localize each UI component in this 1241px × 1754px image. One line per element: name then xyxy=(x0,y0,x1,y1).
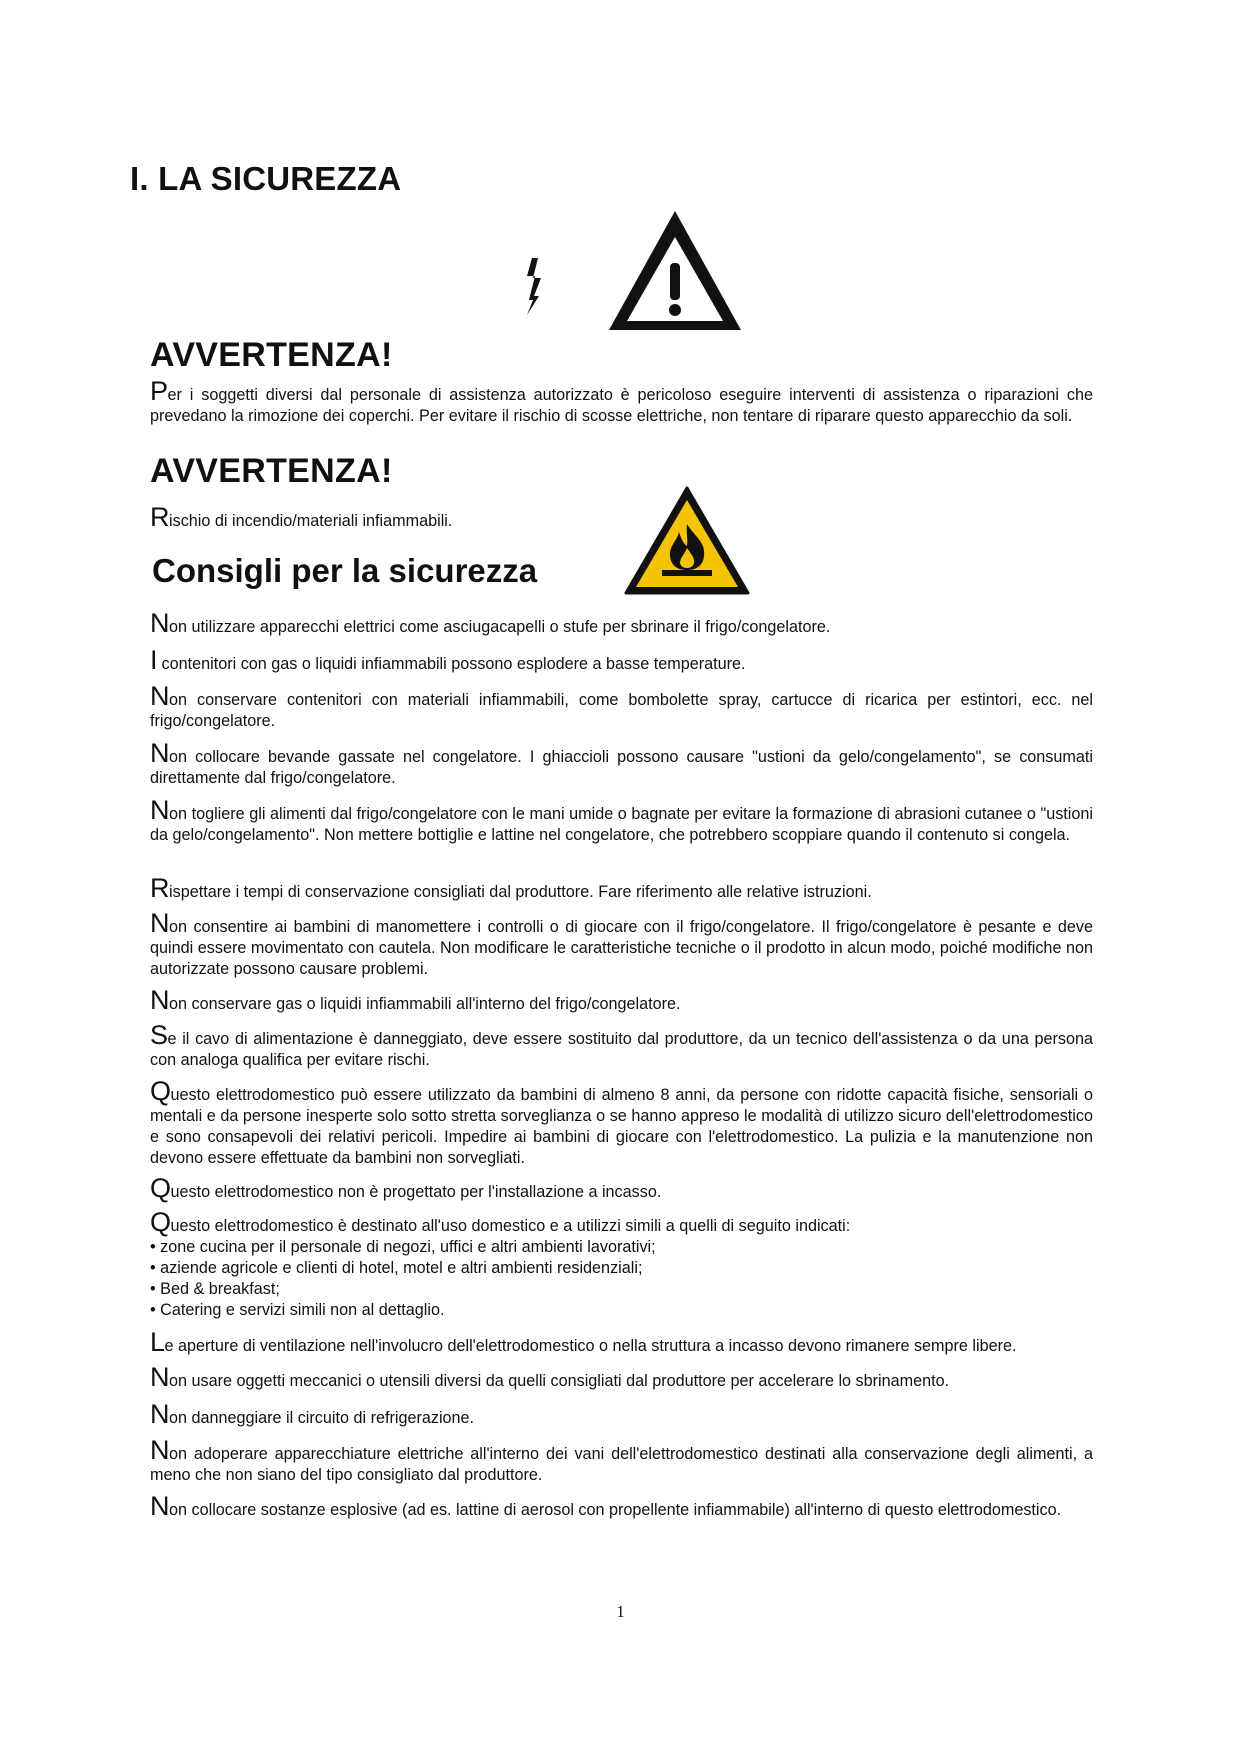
advice-item: Se il cavo di alimentazione è danneggiato, deve essere sostituito dal produttore, da un tecnico dell'assistenza o da una persona con analoga qualifica per evitare rischi. xyxy=(150,1020,1093,1069)
page-number: 1 xyxy=(616,1602,625,1621)
general-warning-icon xyxy=(609,211,741,330)
advice-item: Questo elettrodomestico è destinato all'uso domestico e a utilizzi simili a quelli di seguito indicati: xyxy=(150,1207,851,1237)
lightning-bolt-icon xyxy=(527,258,541,315)
warning-symbols xyxy=(505,208,755,338)
advice-item: Non utilizzare apparecchi elettrici come asciugacapelli o stufe per sbrinare il frigo/congelatore. xyxy=(150,608,831,638)
advice-item: Questo elettrodomestico non è progettato per l'installazione a incasso. xyxy=(150,1173,662,1203)
advice-item: Non adoperare apparecchiature elettriche all'interno dei vani dell'elettrodomestico destinati alla conservazione degli alimenti, a meno che non siano del tipo consigliato dal produttore. xyxy=(150,1435,1093,1484)
usage-list-item: • aziende agricole e clienti di hotel, motel e altri ambienti residenziali; xyxy=(150,1259,643,1277)
advice-item: I contenitori con gas o liquidi infiammabili possono esplodere a basse temperature. xyxy=(150,645,746,675)
advice-item: Non togliere gli alimenti dal frigo/congelatore con le mani umide o bagnate per evitare la formazione di abrasioni cutanee o "ustioni da gelo/congelamento". Non mettere bottiglie e lattine nel congelatore, che potrebbero scoppiare quando il contenuto si congela. xyxy=(150,795,1093,844)
flammable-warning-icon xyxy=(624,486,750,596)
advice-item: Non collocare bevande gassate nel congelatore. I ghiaccioli possono causare "ustioni da gelo/congelamento", se consumati direttamente dal frigo/congelatore. xyxy=(150,738,1093,787)
warning-text-2: Rischio di incendio/materiali infiammabili. xyxy=(150,502,453,532)
usage-list-item: • zone cucina per il personale di negozi, uffici e altri ambienti lavorativi; xyxy=(150,1238,656,1256)
warning-heading-2: AVVERTENZA! xyxy=(150,452,393,490)
advice-item: Non conservare contenitori con materiali infiammabili, come bombolette spray, cartucce di ricarica per estintori, ecc. nel frigo/congelatore. xyxy=(150,681,1093,730)
warning-text-1: Per i soggetti diversi dal personale di assistenza autorizzato è pericoloso eseguire interventi di assistenza o riparazioni che prevedano la rimozione dei coperchi. Per evitare il rischio di scosse elettriche, non tentare di riparare questo apparecchio da soli. xyxy=(150,376,1093,425)
advice-item: Non usare oggetti meccanici o utensili diversi da quelli consigliati dal produttore per accelerare lo sbrinamento. xyxy=(150,1362,950,1392)
advice-item: Non consentire ai bambini di manomettere i controlli o di giocare con il frigo/congelatore. Il frigo/congelatore è pesante e deve quindi essere movimentato con cautela. Non modificare le caratteristiche tecniche o il prodotto in alcun modo, poiché modifiche non autorizzate possono causare problemi. xyxy=(150,908,1093,978)
usage-list-item: • Catering e servizi simili non al dettaglio. xyxy=(150,1301,445,1319)
safety-advice-heading: Consigli per la sicurezza xyxy=(152,552,538,589)
page-title: I. LA SICUREZZA xyxy=(130,160,402,197)
advice-item: Non collocare sostanze esplosive (ad es. lattine di aerosol con propellente infiammabile) all'interno di questo elettrodomestico. xyxy=(150,1491,1062,1521)
warning-heading-1: AVVERTENZA! xyxy=(150,336,393,374)
advice-item: Le aperture di ventilazione nell'involucro dell'elettrodomestico o nella struttura a incasso devono rimanere sempre libere. xyxy=(150,1327,1017,1357)
advice-item-with-list xyxy=(150,1207,1093,1321)
usage-list-item: • Bed & breakfast; xyxy=(150,1280,280,1298)
advice-item: Non conservare gas o liquidi infiammabili all'interno del frigo/congelatore. xyxy=(150,985,681,1015)
advice-item: Non danneggiare il circuito di refrigerazione. xyxy=(150,1399,475,1429)
advice-item: Questo elettrodomestico può essere utilizzato da bambini di almeno 8 anni, da persone con ridotte capacità fisiche, sensoriali o mentali e da persone inesperte solo sotto stretta sorveglianza o se hanno appreso le modalità di utilizzo sicuro dell'elettrodomestico e sono consapevoli dei relativi pericoli. Impedire ai bambini di giocare con l'elettrodomestico. La pulizia e la manutenzione non devono essere effettuate da bambini non sorvegliati. xyxy=(150,1076,1093,1167)
advice-item: Rispettare i tempi di conservazione consigliati dal produttore. Fare riferimento alle relative istruzioni. xyxy=(150,873,872,903)
